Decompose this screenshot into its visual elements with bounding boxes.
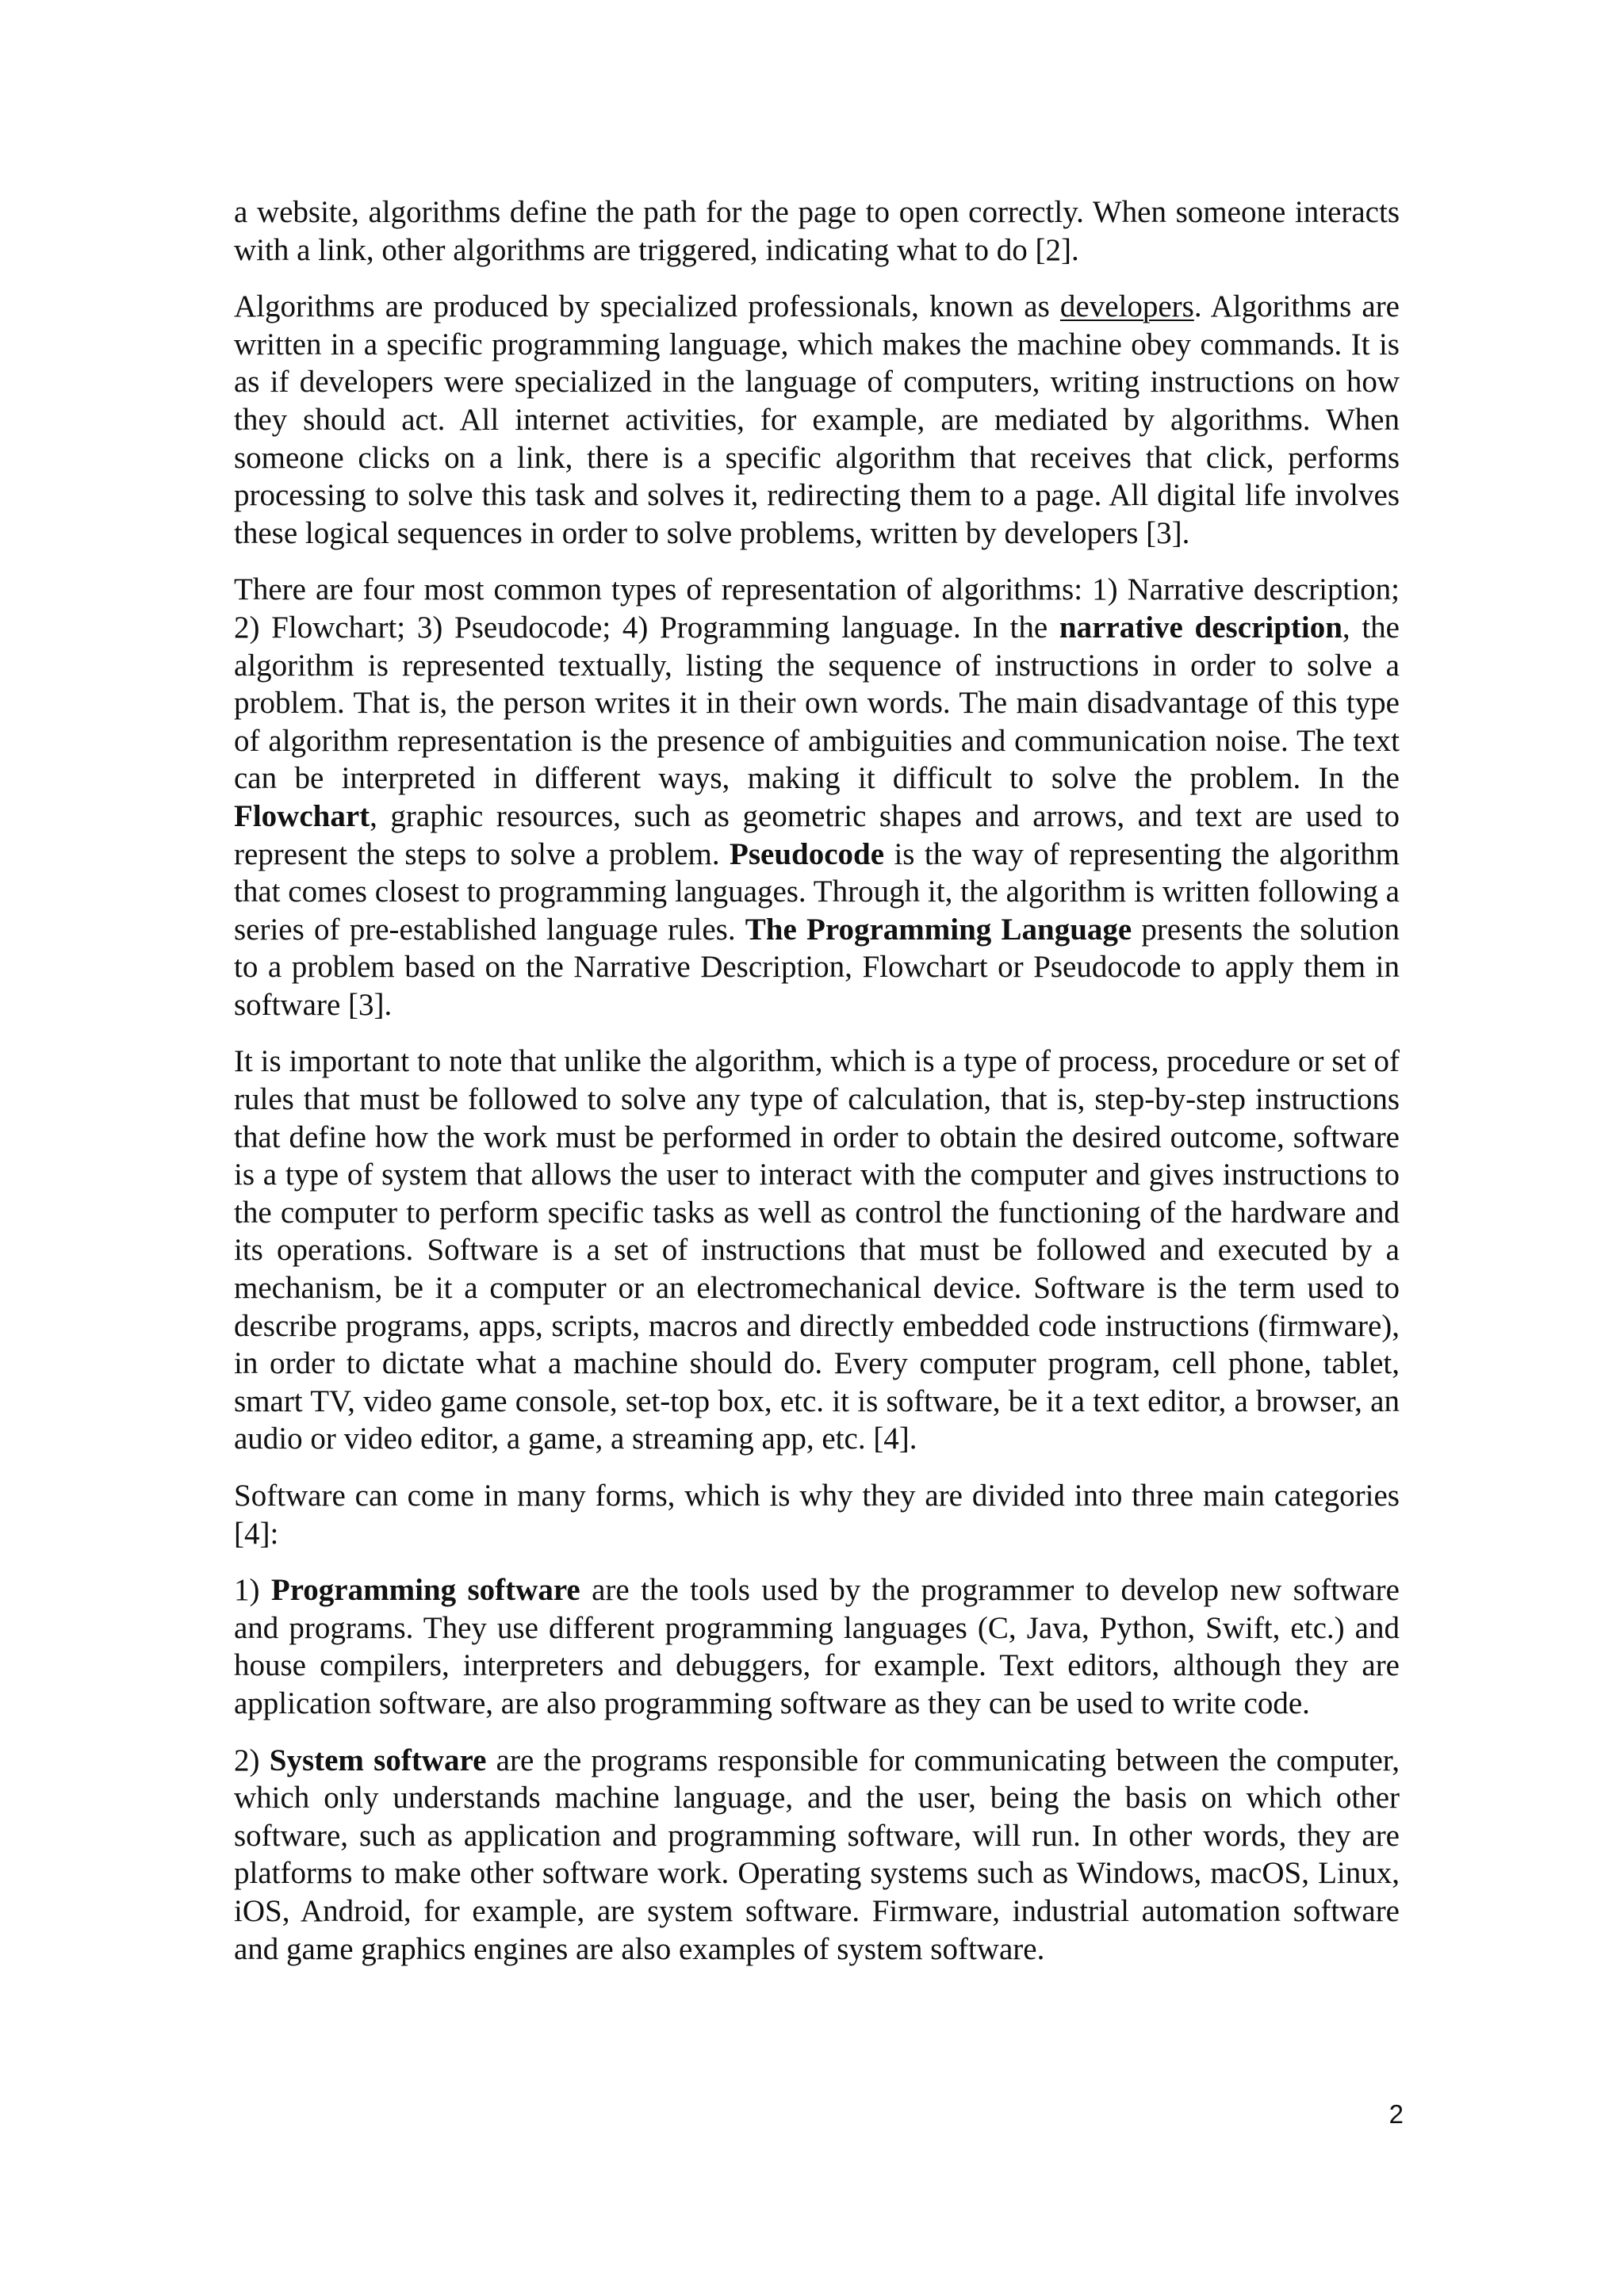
- text-run: , graphic resources, such as geometric shapes and arrows, and text are used to represent the steps to solve a problem.: [234, 798, 1400, 871]
- paragraph-p2: [234, 288, 1400, 552]
- bold-term: narrative description: [1059, 610, 1342, 645]
- paragraph-p1: [234, 193, 1400, 269]
- text-run: Software can come in many forms, which is why they are divided into three main categories [4]:: [234, 1479, 1400, 1551]
- document-body: [234, 193, 1400, 1987]
- text-run: Algorithms are produced by specialized professionals, known as: [234, 289, 1060, 324]
- paragraph-p3: [234, 571, 1400, 1024]
- underlined-term: developers: [1059, 289, 1194, 324]
- text-run: 1): [234, 1573, 271, 1608]
- text-run: a website, algorithms define the path for the page to open correctly. When someone interacts with a link, other algorithms are triggered, indicating what to do [2].: [234, 195, 1400, 267]
- text-run: . Algorithms are written in a specific programming language, which makes the machine obey commands. It is as if developers were specialized in the language of computers, writing instructions on how they should act. All internet activities, for example, are mediated by algorithms. When someone clicks on a link, there is a specific algorithm that receives that click, performs processing to solve this task and solves it, redirecting them to a page. All digital life involves these logical sequences in order to solve problems, written by developers [3].: [234, 289, 1400, 550]
- bold-term: The Programming Language: [745, 912, 1132, 947]
- paragraph-p7: [234, 1742, 1400, 1969]
- paragraph-p5: [234, 1477, 1400, 1552]
- paragraph-p4: [234, 1043, 1400, 1458]
- text-run: It is important to note that unlike the algorithm, which is a type of process, procedure or set of rules that must be followed to solve any type of calculation, that is, step-by-step instructions that define how the work must be performed in order to obtain the desired outcome, software is a type of system that allows the user to interact with the computer and gives instructions to the computer to perform specific tasks as well as control the functioning of the hardware and its operations. Software is a set of instructions that must be followed and executed by a mechanism, be it a computer or an electromechanical device. Software is the term used to describe programs, apps, scripts, macros and directly embedded code instructions (firmware), in order to dictate what a machine should do. Every computer program, cell phone, tablet, smart TV, video game console, set-top box, etc. it is software, be it a text editor, a browser, an audio or video editor, a game, a streaming app, etc. [4].: [234, 1044, 1400, 1456]
- text-run: are the programs responsible for communicating between the computer, which only understands machine language, and the user, being the basis on which other software, such as application and programming software, will run. In other words, they are platforms to make other software work. Operating systems such as Windows, macOS, Linux, iOS, Android, for example, are system software. Firmware, industrial automation software and game graphics engines are also examples of system software.: [234, 1743, 1400, 1966]
- text-run: presents the solution to a problem based on the Narrative Description, Flowchart or Pseudocode to apply them in software [3].: [234, 912, 1400, 1022]
- text-run: 2): [234, 1743, 270, 1777]
- bold-term: Flowchart: [234, 798, 370, 833]
- bold-term: System software: [269, 1743, 487, 1777]
- page-number: 2: [1388, 2099, 1404, 2129]
- bold-term: Pseudocode: [730, 836, 885, 871]
- bold-term: Programming software: [270, 1573, 580, 1608]
- text-run: are the tools used by the programmer to develop new software and programs. They use different programming languages (C, Java, Python, Swift, etc.) and house compilers, interpreters and debuggers, for example. Text editors, although they are application software, are also programming software as they can be used to write code.: [234, 1573, 1400, 1720]
- text-run: There are four most common types of representation of algorithms: 1) Narrative description; 2) Flowchart; 3) Pseudocode; 4) Programming language. In the: [234, 572, 1400, 645]
- text-run: , the algorithm is represented textually, listing the sequence of instructions in order to solve a problem. That is, the person writes it in their own words. The main disadvantage of this type of algorithm representation is the presence of ambiguities and communication noise. The text can be interpreted in different ways, making it difficult to solve the problem. In the: [234, 610, 1400, 796]
- text-run: is the way of representing the algorithm that comes closest to programming languages. Through it, the algorithm is written following a series of pre-established language rules.: [234, 836, 1400, 947]
- paragraph-p6: [234, 1571, 1400, 1722]
